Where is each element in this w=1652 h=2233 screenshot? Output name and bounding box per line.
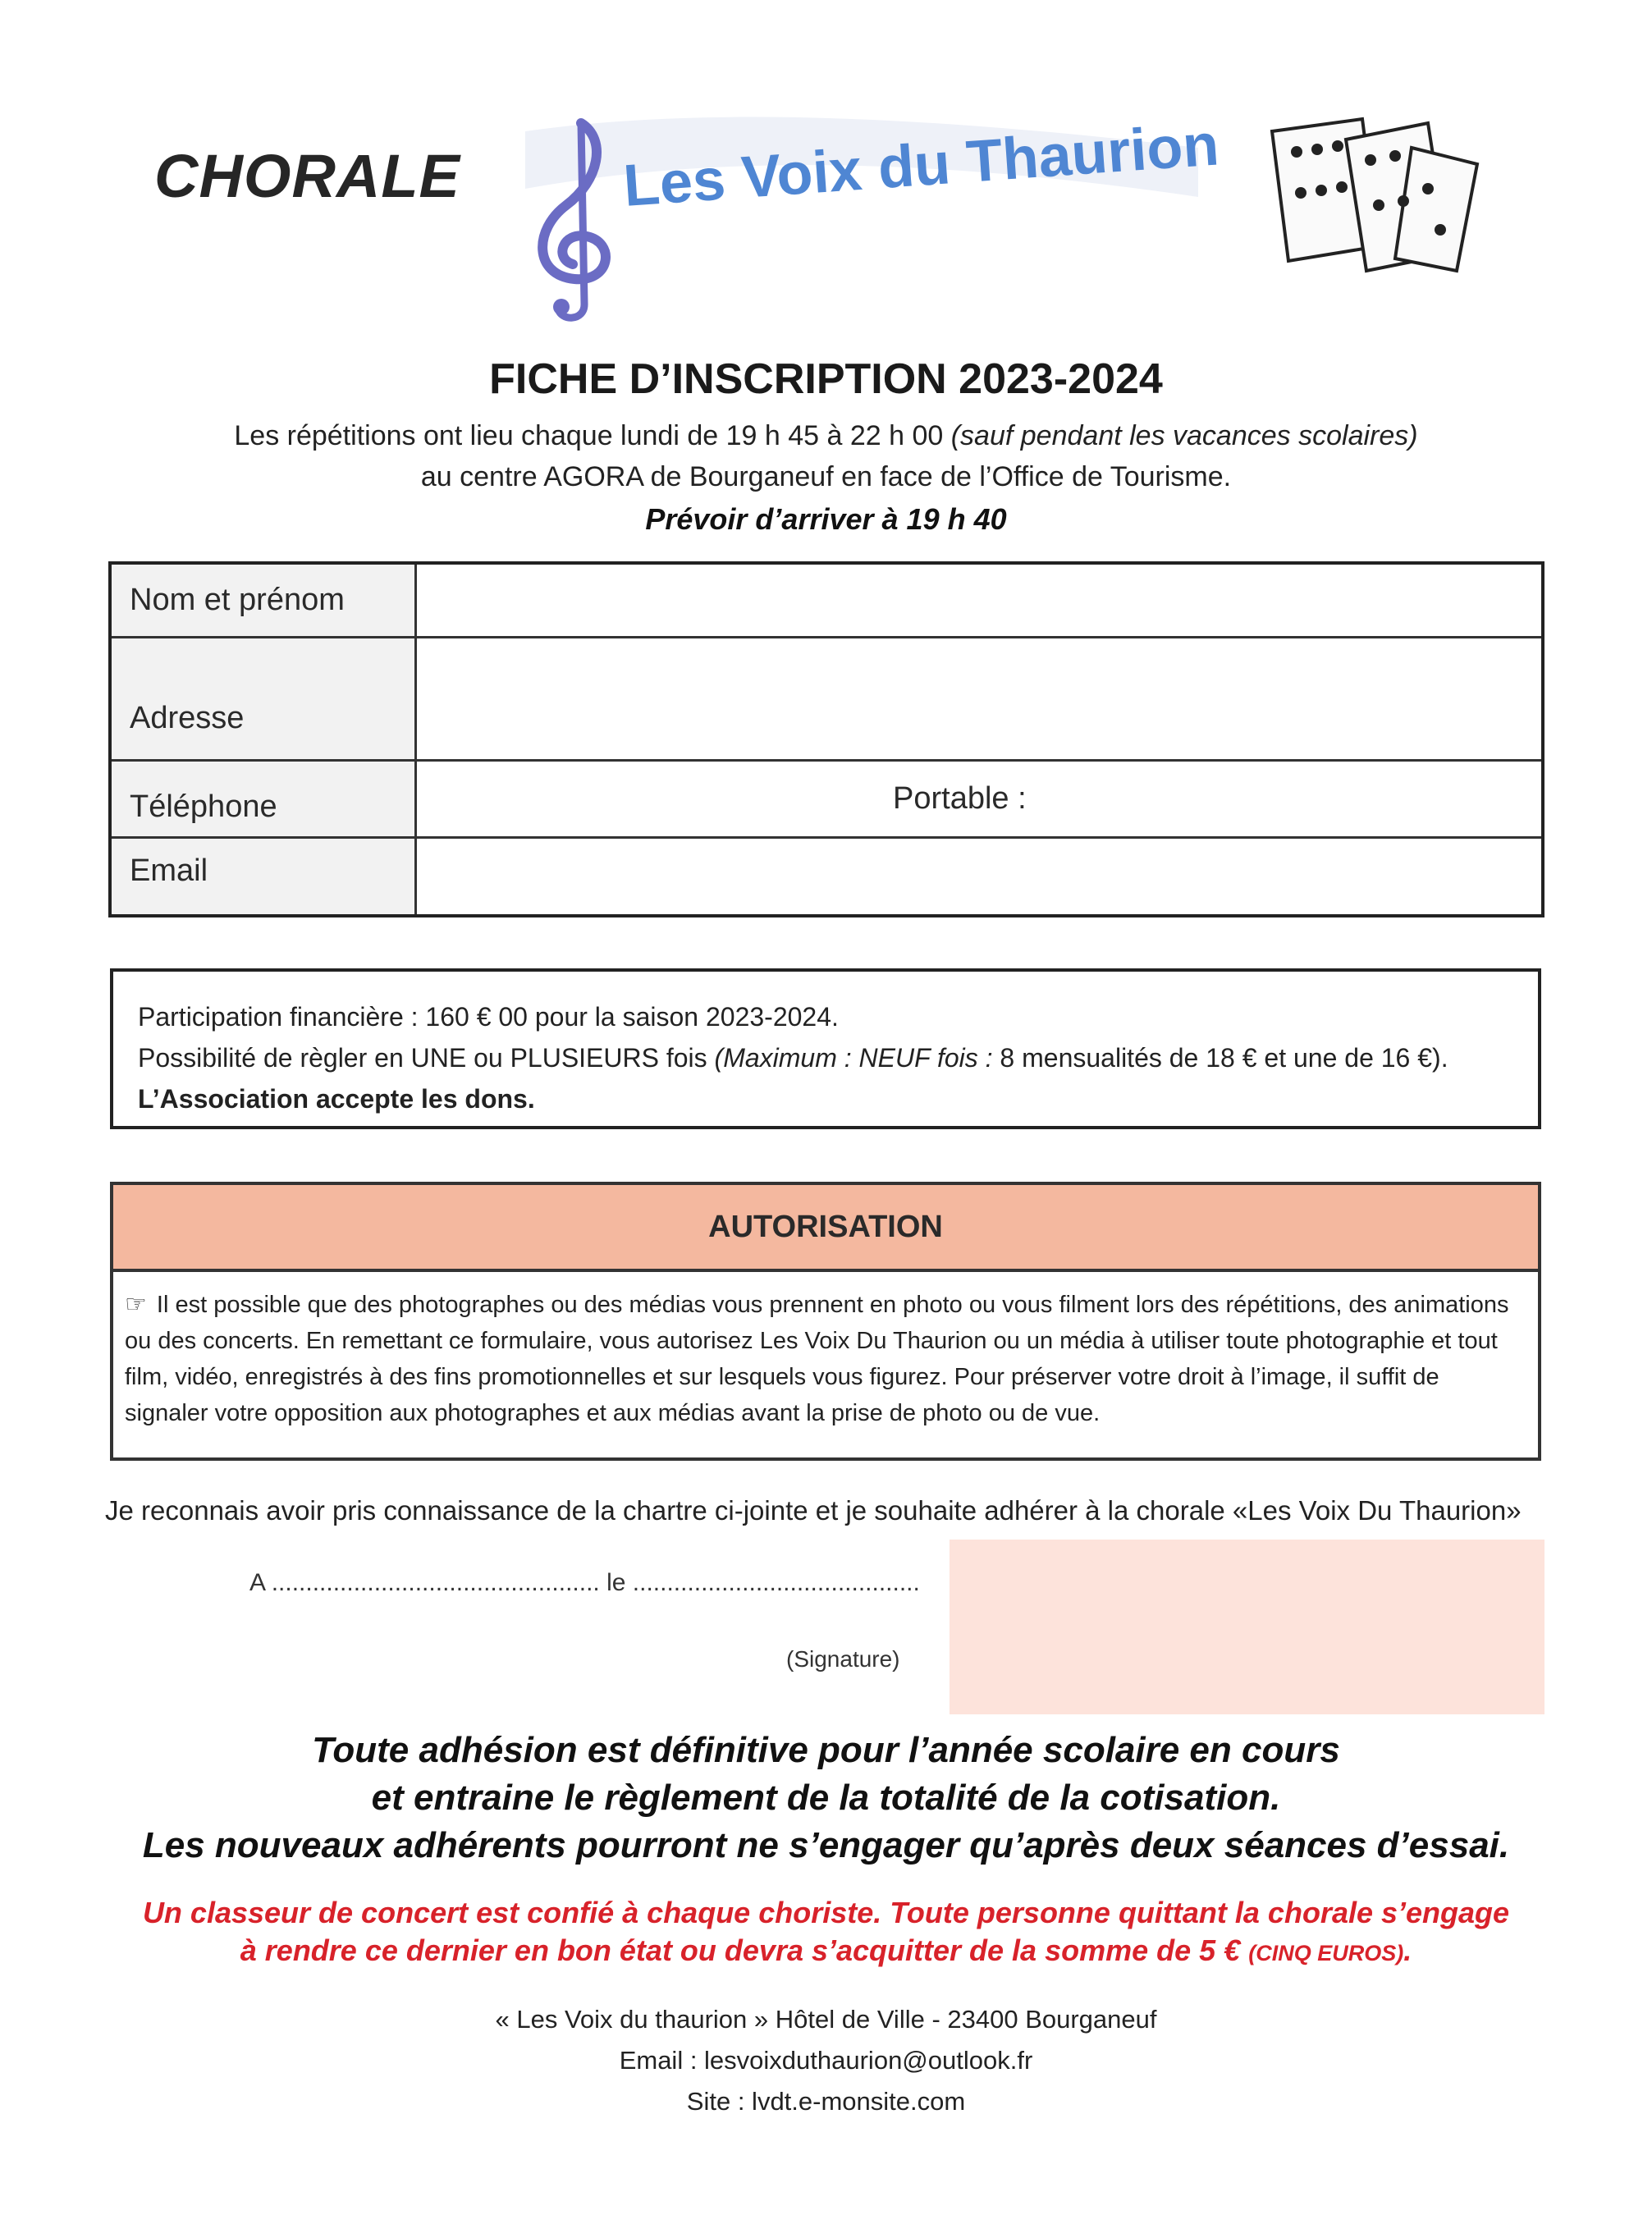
treble-clef-icon	[509, 107, 632, 328]
notice-line-1: Toute adhésion est définitive pour l’année scolaire en cours	[312, 1730, 1340, 1770]
notice-line-3: Les nouveaux adhérents pourront ne s’engager qu’après deux séances d’essai.	[142, 1825, 1510, 1865]
phone-field[interactable]	[416, 760, 1544, 837]
rehearsal-location: au centre AGORA de Bourganeuf en face de l’Office de Tourisme.	[420, 461, 1232, 492]
address-field[interactable]	[416, 637, 1544, 760]
hand-pointer-icon: ☞	[125, 1291, 147, 1318]
footer-site[interactable]: Site : lvdt.e-monsite.com	[686, 2087, 966, 2116]
finance-installments: Possibilité de règler en UNE ou PLUSIEURS fois (Maximum : NEUF fois : 8 mensualités de 18 € et une de 16 €).	[138, 1043, 1448, 1073]
authorization-heading: AUTORISATION	[110, 1182, 1541, 1272]
mobile-label: Portable :	[893, 780, 1027, 816]
address-label: Adresse	[110, 637, 416, 760]
form-title: FICHE D’INSCRIPTION 2023-2024	[489, 355, 1163, 403]
authorization-text-box	[110, 1272, 1541, 1461]
chorale-heading: CHORALE	[154, 142, 460, 210]
finance-box	[110, 968, 1541, 1129]
name-field[interactable]	[416, 563, 1544, 637]
rehearsal-schedule	[0, 420, 1652, 452]
footer-address: « Les Voix du thaurion » Hôtel de Ville - 23400 Bourganeuf	[495, 2005, 1157, 2034]
sheet-music-icon	[1264, 115, 1494, 279]
authorization-text: Il est possible que des photographes ou des médias vous prennent en photo ou vous filment lors des répétitions, des animations ou des concerts. En remettant ce formulaire, vous autorisez Les Voix Du Thaurion ou un média à utiliser toute photographie et tout film, vidéo, enregistrés à des fins promotionnelles et sur lesquels vous figurez. Pour préserver votre droit à l’image, il suffit de signaler votre opposition aux photographes et aux médias avant la prise de photo ou de vue.	[125, 1292, 1509, 1426]
name-label: Nom et prénom	[110, 563, 416, 637]
signature-label: (Signature)	[786, 1646, 900, 1672]
notice-line-2: et entraine le règlement de la totalité de la cotisation.	[371, 1778, 1281, 1818]
finance-fee: Participation financière : 160 € 00 pour la saison 2023-2024.	[138, 1002, 839, 1032]
logo-text: Les Voix du Thaurion	[621, 112, 1221, 219]
email-label: Email	[110, 837, 416, 916]
email-field[interactable]	[416, 837, 1544, 916]
phone-label: Téléphone	[110, 760, 416, 837]
red-notice-line-1: Un classeur de concert est confié à chaque choriste. Toute personne quittant la chorale s’engage	[142, 1896, 1510, 1929]
red-notice-line-2: à rendre ce dernier en bon état ou devra s’acquitter de la somme de 5 € (CINQ EUROS).	[240, 1933, 1412, 1967]
signature-box[interactable]	[950, 1540, 1544, 1714]
place-date-line[interactable]: A ................................................ le ..........................................	[249, 1569, 920, 1596]
consent-statement: Je reconnais avoir pris connaissance de la chartre ci-jointe et je souhaite adhérer à la chorale «Les Voix Du Thaurion»	[105, 1495, 1522, 1526]
registration-form	[108, 561, 1544, 917]
arrival-note: Prévoir d’arriver à 19 h 40	[645, 502, 1007, 536]
rehearsal-exception: (sauf pendant les vacances scolaires)	[950, 420, 1418, 451]
finance-donations: L’Association accepte les dons.	[138, 1084, 535, 1114]
footer-email[interactable]: Email : lesvoixduthaurion@outlook.fr	[619, 2046, 1033, 2075]
rehearsal-times: Les répétitions ont lieu chaque lundi de 19 h 45 à 22 h 00	[234, 420, 944, 451]
